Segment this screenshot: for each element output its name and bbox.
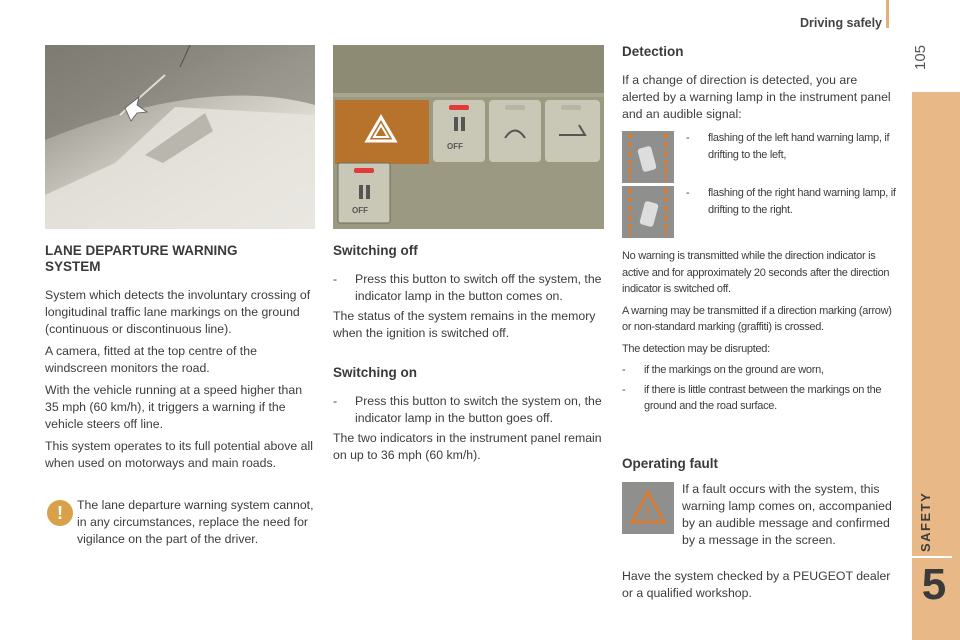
operating-fault-heading bbox=[622, 456, 894, 484]
drift-left-item bbox=[686, 130, 896, 166]
fault-warning-lamp bbox=[622, 482, 674, 534]
paragraph: The two indicators in the instrument panel remain on up to 36 mph (60 km/h). bbox=[333, 431, 602, 462]
drift-right-item bbox=[686, 185, 896, 221]
bullet-item bbox=[622, 382, 897, 415]
section-title-switching-off: Switching off bbox=[333, 243, 418, 258]
paragraph: System which detects the involuntary crossing of longitudinal traffic lane markings on the ground (continuous or discontinuous line). bbox=[45, 288, 311, 336]
warning-exclamation: ! bbox=[645, 504, 650, 520]
bullet-dash: - bbox=[686, 132, 690, 144]
running-header: Driving safely bbox=[800, 16, 882, 30]
fault-advice: Have the system checked by a PEUGEOT dealer or a qualified workshop. bbox=[622, 569, 891, 600]
left-drift-lamp bbox=[622, 131, 674, 183]
page-number: 105 bbox=[912, 44, 929, 70]
paragraph: No warning is transmitted while the direction indicator is active and for approximately 20 seconds after the direction indicator is switched off. bbox=[622, 250, 890, 295]
bullet-dash: - bbox=[622, 383, 626, 396]
paragraph: If a change of direction is detected, you are alerted by a warning lamp in the instrument panel and an audible signal: bbox=[622, 73, 891, 121]
lane-drift-right-icon bbox=[622, 186, 674, 238]
chapter-tab-divider bbox=[912, 556, 952, 558]
bullet-item bbox=[333, 271, 605, 305]
bullet-text: if there is little contrast between the markings on the ground and the road surface. bbox=[644, 383, 882, 412]
right-drift-lamp bbox=[622, 186, 674, 238]
right-column-detection bbox=[622, 44, 894, 128]
button-off-label: OFF bbox=[447, 142, 463, 151]
section-title-lane-departure: LANE DEPARTURE WARNING SYSTEM bbox=[45, 243, 238, 274]
bullet-item bbox=[686, 130, 896, 163]
section-title-operating-fault: Operating fault bbox=[622, 456, 719, 471]
warning-icon: ! bbox=[47, 500, 73, 526]
paragraph: A camera, fitted at the top centre of the windscreen monitors the road. bbox=[45, 344, 257, 375]
header-rule bbox=[886, 0, 889, 28]
bullet-dash: - bbox=[333, 394, 338, 408]
bullet-dash: - bbox=[686, 187, 690, 199]
middle-column bbox=[333, 243, 605, 469]
bullet-text: if the markings on the ground are worn, bbox=[644, 364, 824, 376]
bullet-dash: - bbox=[333, 272, 338, 286]
vigilance-note: The lane departure warning system cannot, in any circumstances, replace the need for vigilance on the part of the driver. bbox=[77, 498, 314, 546]
bullet-text: Press this button to switch the system on, the indicator lamp in the button goes off. bbox=[355, 394, 602, 425]
button-off-label-zoomed: OFF bbox=[352, 206, 368, 215]
bullet-text: flashing of the left hand warning lamp, if drifting to the left, bbox=[708, 132, 890, 161]
chapter-tab-label: SAFETY bbox=[918, 491, 933, 553]
bullet-dash: - bbox=[622, 364, 626, 376]
paragraph: With the vehicle running at a speed higher than 35 mph (60 km/h), it triggers a warning if the vehicle steers off line. bbox=[45, 383, 303, 431]
paragraph: The detection may be disrupted: bbox=[622, 342, 770, 355]
chapter-number: 5 bbox=[921, 560, 947, 609]
bullet-text: flashing of the right hand warning lamp, if drifting to the right. bbox=[708, 187, 896, 216]
fault-description: If a fault occurs with the system, this warning lamp comes on, accompanied by an audible message and confirmed by a message in the screen. bbox=[682, 482, 892, 547]
hazard-button bbox=[335, 100, 429, 164]
bullet-item bbox=[622, 362, 897, 379]
left-column bbox=[45, 243, 317, 477]
detection-notes bbox=[622, 248, 897, 418]
paragraph: The status of the system remains in the memory when the ignition is switched off. bbox=[333, 309, 596, 340]
section-title-switching-on: Switching on bbox=[333, 365, 417, 380]
windscreen-illustration bbox=[45, 45, 315, 229]
control-panel-illustration bbox=[333, 45, 604, 229]
bullet-text: Press this button to switch off the system, the indicator lamp in the button comes on. bbox=[355, 272, 602, 303]
bullet-item bbox=[333, 393, 605, 427]
control-panel-photo bbox=[333, 45, 604, 229]
windscreen-camera-photo bbox=[45, 45, 315, 229]
paragraph: This system operates to its full potential above all when used on motorways and main roads. bbox=[45, 439, 313, 470]
lane-drift-left-icon bbox=[622, 131, 674, 183]
bullet-item bbox=[686, 185, 896, 218]
section-title-detection: Detection bbox=[622, 44, 684, 59]
paragraph: A warning may be transmitted if a direction marking (arrow) or non-standard marking (graffiti) is crossed. bbox=[622, 304, 892, 333]
